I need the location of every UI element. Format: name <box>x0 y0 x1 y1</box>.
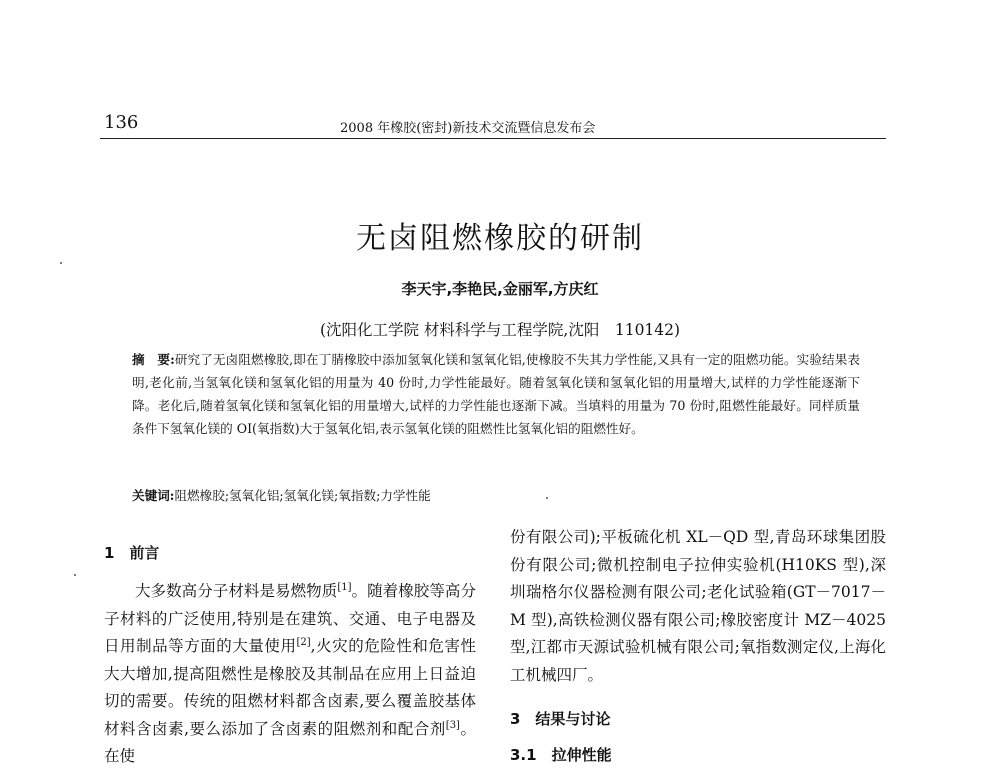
abstract-label: 摘 要: <box>132 352 175 367</box>
intro-paragraph <box>104 578 476 771</box>
scan-speck <box>74 574 76 576</box>
scan-speck <box>60 262 62 264</box>
right-column-text <box>510 524 886 689</box>
article-title: 无卤阻燃橡胶的研制 <box>356 221 644 256</box>
keywords <box>132 485 732 504</box>
intro-text-1: 大多数高分子材料是易燃物质 <box>135 582 338 600</box>
citation-ref-1: [1] <box>337 581 352 593</box>
section-3-1-heading: 3.1 拉伸性能 <box>510 746 612 764</box>
section-3-heading: 3 结果与讨论 <box>510 710 611 728</box>
abstract-text: 研究了无卤阻燃橡胶,即在丁腈橡胶中添加氢氧化镁和氢氧化铝,使橡胶不失其力学性能,又具有一定的阻燃功能。实验结果表明,老化前,当氢氧化镁和氢氧化铝的用量为 40 份时,力学性能最好。随着氢氧化镁和氢氧化铝的用量增大,试样的力学性能逐渐下降。老化后,随着氢氧化镁和氢氧化铝的用量增大,试样的力学性能也逐渐下减。当填料的用量为 70 份时,阻燃性能最好。同样质量条件下氢氧化镁的 OI(氧指数)大于氢氧化铝,表示氢氧化镁的阻燃性比氢氧化铝的阻燃性好。 <box>132 352 860 436</box>
keywords-text: 阻燃橡胶;氢氧化铝;氢氧化镁;氧指数;力学性能 <box>174 488 431 503</box>
citation-ref-2: [2] <box>296 636 311 648</box>
citation-ref-3: [3] <box>445 719 460 731</box>
section-1-heading: 1 前言 <box>104 544 160 562</box>
page-number: 136 <box>104 112 139 133</box>
abstract <box>132 348 860 440</box>
intro-text-2: 。随着橡胶等高分子材料的广泛使用,特别是在建筑、交通、电子电器及日用制品等方面的大量使用 <box>104 582 476 655</box>
article-affiliation: (沈阳化工学院 材料科学与工程学院,沈阳 110142) <box>319 321 681 339</box>
left-column-text <box>104 578 476 771</box>
running-header: 2008 年橡胶(密封)新技术交流暨信息发布会 <box>340 121 596 136</box>
equipment-paragraph: 份有限公司);平板硫化机 XL－QD 型,青岛环球集团股份有限公司;微机控制电子拉伸实验机(H10KS 型),深圳瑞格尔仪器检测有限公司;老化试验箱(GT－7017－M 型),高铁检测仪器有限公司;橡胶密度计 MZ－4025 型,江都市天源试验机械有限公司;氧指数测定仪,上海化工机械四厂。 <box>510 528 886 684</box>
article-authors: 李天宇,李艳民,金丽军,方庆红 <box>401 280 599 298</box>
scan-speck <box>546 497 548 499</box>
keywords-label: 关键词: <box>132 488 175 503</box>
intro-text-4: 。在使 <box>104 719 476 765</box>
intro-text-3: ,火灾的危险性和危害性大大增加,提高阻燃性是橡胶及其制品在应用上日益迫切的需要。传统的阻燃材料都含卤素,要么覆盖胶基体材料含卤素,要么添加了含卤素的阻燃剂和配合剂 <box>104 637 476 738</box>
header-rule <box>100 138 886 139</box>
